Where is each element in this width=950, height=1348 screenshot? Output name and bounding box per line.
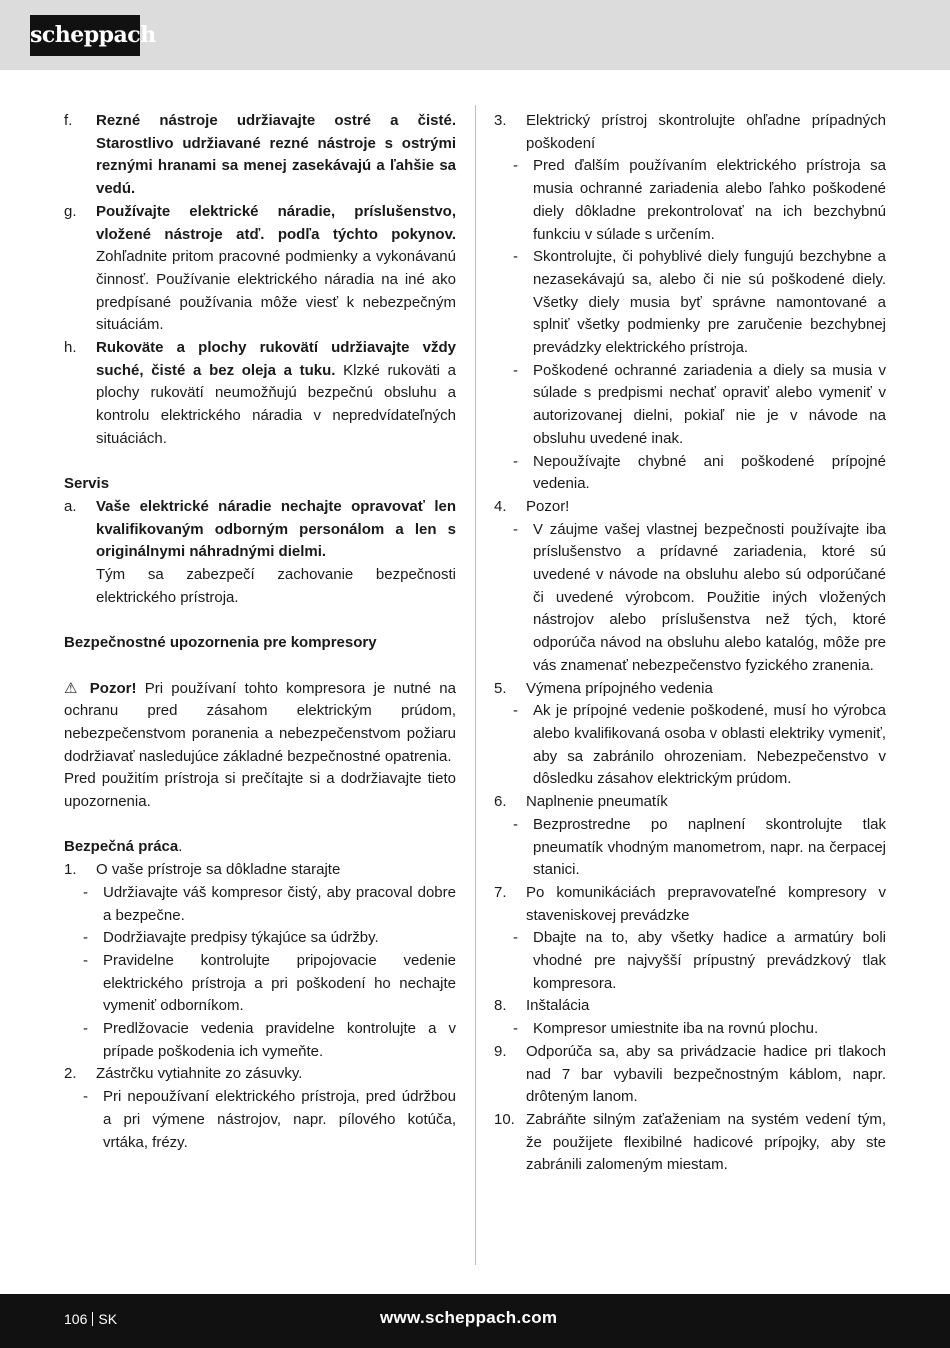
list-item-3 [494, 110, 886, 155]
list-item-1 [64, 859, 456, 882]
page-footer [0, 1294, 950, 1348]
dash-marker: - [513, 361, 518, 379]
dash-text: Predlžovacie vedenia pravidelne kontrolujte a v prípade poškodenia ich vymeňte. [103, 1020, 456, 1060]
dash-text: Bezprostredne po naplnení skontrolujte tlak pneumatík vhodným manometrom, napr. na čerpacej stanici. [533, 815, 886, 879]
dash-marker: - [513, 520, 518, 538]
heading-dot: . [178, 838, 183, 856]
marker: 3. [494, 112, 507, 129]
list-item-7 [494, 882, 886, 927]
dash-marker: - [513, 1020, 518, 1038]
dash-item [494, 814, 886, 882]
dash-item [64, 1086, 456, 1154]
marker: f. [64, 112, 73, 129]
dash-text: Kompresor umiestnite iba na rovnú plochu. [533, 1020, 819, 1038]
marker: 7. [494, 883, 507, 901]
dash-item [494, 451, 886, 496]
scheppach-logo: scheppach [30, 15, 140, 56]
list-item-8 [494, 995, 886, 1018]
dash-marker: - [513, 702, 518, 720]
warning-text: Pri používaní tohto kompresora je nutné na ochranu pred zásahom elektrickým prúdom, nebezpečenstvom poranenia a nebezpečenstvom požiaru dodržiavať nasledujúce základné bezpečnostné opatrenia. [64, 679, 456, 765]
dash-marker: - [513, 248, 518, 266]
dash-text: Pri nepoužívaní elektrického prístroja, pred údržbou a pri výmene nástrojov, napr. pílového kotúča, vrtáka, frézy. [103, 1088, 456, 1151]
bold-text: Vaše elektrické náradie nechajte opravovať len kvalifikovaným odborným personálom a len s originálnymi náhradnými dielmi. [96, 497, 456, 561]
item-title: Naplnenie pneumatík [526, 793, 668, 811]
list-item-6 [494, 791, 886, 814]
marker: g. [64, 202, 77, 220]
dash-text: Pred ďalším používaním elektrického prístroja sa musia ochranné zariadenia alebo ľahko poškodené diely dôkladne prekontrolovať na ich bezchybnú funkciu v súlade s určením. [533, 157, 886, 243]
dash-marker: - [513, 157, 518, 175]
body-text: Tým sa zabezpečí zachovanie bezpečnosti elektrického prístroja. [96, 566, 456, 606]
dash-text: Poškodené ochranné zariadenia a diely sa musia v súlade s predpismi nechať opraviť alebo vymeniť v autorizovanej dielni, pokiaľ nie je v návode na obsluhu uvedené inak. [533, 361, 886, 447]
bold-text: Rukoväte a plochy rukovätí udržiavajte vždy suché, čisté a bez oleja a tuku. [96, 339, 456, 379]
dash-text: Udržiavajte váš kompresor čistý, aby pracoval dobre a bezpečne. [103, 883, 456, 924]
marker: 8. [494, 997, 507, 1015]
dash-text: Pravidelne kontrolujte pripojovacie vedenie elektrického prístroja a pri poškodení ho nechajte vymeniť odborníkom. [103, 951, 456, 1015]
item-title: Elektrický prístroj skontrolujte ohľadne prípadných poškodení [526, 112, 886, 152]
body-text: Zohľadnite pritom pracovné podmienky a vykonávanú činnosť. Používanie elektrického náradia na iné ako predpísané používania môže viesť k nebezpečným situáciám. [96, 248, 456, 334]
dash-marker: - [83, 1088, 88, 1106]
dash-marker: - [83, 951, 88, 969]
page-number-value: 106 [64, 1311, 88, 1327]
dash-marker: - [83, 929, 88, 947]
dash-marker: - [513, 452, 518, 470]
section-heading-safe-work: Bezpečná práca [64, 838, 179, 856]
list-item-9 [494, 1041, 886, 1109]
marker: 10. [494, 1110, 515, 1128]
marker: 9. [494, 1042, 507, 1060]
marker: a. [64, 497, 77, 515]
section-heading-servis: Servis [64, 475, 110, 493]
website-link[interactable]: www.scheppach.com [380, 1308, 558, 1327]
item-title: Po komunikáciách prepravovateľné kompresory v staveniskovej prevádzke [526, 883, 886, 924]
read-instructions-text: Pred použitím prístroja si prečítajte si a dodržiavajte tieto upozornenia. [64, 770, 456, 811]
dash-item [494, 360, 886, 451]
dash-marker: - [83, 883, 88, 901]
marker: 4. [494, 497, 507, 515]
marker: 6. [494, 793, 507, 811]
dash-item [64, 1018, 456, 1063]
dash-item [494, 155, 886, 246]
dash-item [494, 519, 886, 678]
warning-triangle-icon: ⚠ [64, 679, 82, 697]
list-item-4 [494, 496, 886, 519]
item-title: Odporúča sa, aby sa privádzacie hadice pri tlakoch nad 7 bar vybavili bezpečnostným káblom, napr. drôteným lanom. [526, 1042, 886, 1106]
dash-item [494, 1018, 886, 1041]
dash-marker: - [513, 815, 518, 833]
dash-text: Nepoužívajte chybné ani poškodené prípojné vedenia. [533, 452, 886, 493]
dash-item [64, 927, 456, 950]
item-title: Inštalácia [526, 997, 590, 1015]
dash-marker: - [513, 929, 518, 947]
dash-item [494, 927, 886, 995]
section-heading-compressor: Bezpečnostné upozornenia pre kompresory [64, 634, 377, 652]
bold-text: Používajte elektrické náradie, príslušenstvo, vložené nástroje atď. podľa týchto pokynov. [96, 202, 456, 243]
dash-item [494, 700, 886, 791]
dash-text: V záujme vašej vlastnej bezpečnosti používajte iba príslušenstvo a prídavné zariadenia, ktoré sú uvedené v návode na obsluhu alebo sú odporúčané či uvedené výrobcom. Použitie iných vložených nástrojov alebo príslušenstva než tých, ktoré odporúča návod na obsluhu alebo katalóg, môže pre vás znamenať nebezpečenstvo fyzického zranenia. [533, 520, 886, 674]
list-item-h [64, 337, 456, 451]
list-item-g [64, 201, 456, 337]
list-item-10 [494, 1109, 886, 1177]
warning-paragraph [64, 678, 456, 769]
dash-text: Dodržiavajte predpisy týkajúce sa údržby. [103, 929, 379, 947]
dash-item [64, 882, 456, 927]
left-column [64, 110, 456, 1154]
dash-item [494, 246, 886, 360]
marker: 1. [64, 861, 77, 879]
marker: 2. [64, 1065, 77, 1083]
marker: h. [64, 339, 77, 357]
item-title: Pozor! [526, 497, 570, 515]
warning-label: Pozor! [89, 679, 137, 697]
dash-marker: - [83, 1020, 88, 1038]
item-title: Výmena prípojného vedenia [526, 679, 713, 697]
column-divider [475, 105, 476, 1265]
bold-text: Rezné nástroje udržiavajte ostré a čisté. Starostlivo udržiavané rezné nástroje s ostrými reznými hranami sa menej zasekávajú a ľahšie sa vedú. [96, 112, 456, 198]
item-title: Zástrčku vytiahnite zo zásuvky. [96, 1065, 303, 1083]
right-column [494, 110, 886, 1177]
dash-text: Ak je prípojné vedenie poškodené, musí ho výrobca alebo kvalifikovaná osoba v oblasti elektriky vymeniť, aby sa zabránilo ohrozeniam. Nebezpečenstvo v dôsledku zásahov elektrickým prúdom. [533, 702, 886, 788]
page-header [0, 0, 950, 70]
item-title: Zabráňte silným zaťaženiam na systém vedení tým, že použijete flexibilné hadicové prípojky, aby ste zabránili zalomeným miestam. [526, 1110, 886, 1174]
dash-text: Skontrolujte, či pohyblivé diely fungujú bezchybne a nezasekávajú sa, alebo či nie sú poškodené diely. Všetky diely musia byť správne namontované a splniť všetky podmienky pre zaručenie bezchybnej prevádzky elektrického prístroja. [533, 248, 886, 357]
list-item-f [64, 110, 456, 201]
page-number [64, 1311, 117, 1327]
list-item-a [64, 496, 456, 610]
list-item-5 [494, 678, 886, 701]
dash-item [64, 950, 456, 1018]
list-item-2 [64, 1063, 456, 1086]
body-text: Klzké rukoväti a plochy rukovätí neumožňujú bezpečnú obsluhu a kontrolu elektrického náradia v nepredvídateľných situáciách. [96, 361, 456, 447]
item-title: O vaše prístroje sa dôkladne starajte [96, 861, 341, 879]
language-code: SK [98, 1311, 118, 1327]
dash-text: Dbajte na to, aby všetky hadice a armatúry boli vhodné pre najvyšší prípustný prevádzkový tlak kompresora. [533, 929, 886, 992]
marker: 5. [494, 679, 507, 697]
